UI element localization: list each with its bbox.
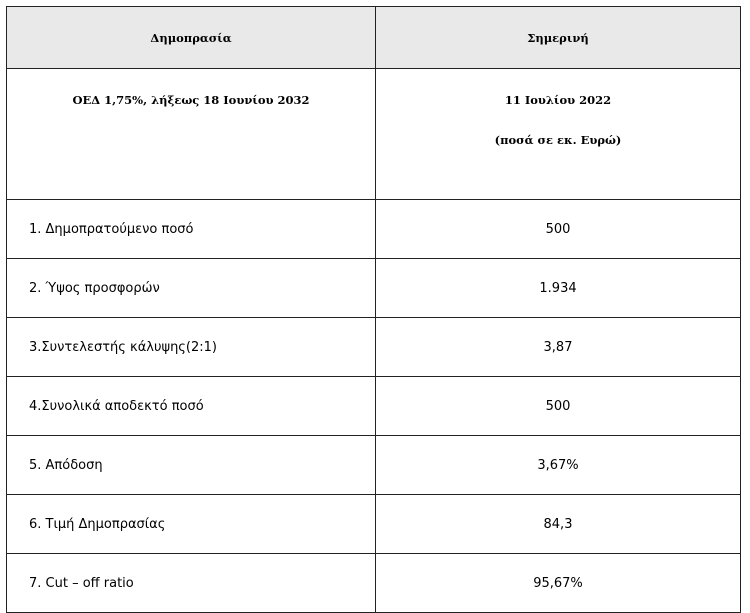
table-subheader-row — [7, 69, 741, 200]
row-label: 6. Τιμή Δημοπρασίας — [7, 495, 376, 554]
table-row — [7, 200, 741, 259]
amount-unit-note: (ποσά σε εκ. Ευρώ) — [494, 133, 622, 147]
row-label: 2. Ύψος προσφορών — [7, 259, 376, 318]
row-label: 4.Συνολικά αποδεκτό ποσό — [7, 377, 376, 436]
bond-description: ΟΕΔ 1,75%, λήξεως 18 Ιουνίου 2032 — [7, 69, 376, 200]
row-value: 95,67% — [376, 554, 741, 613]
row-label: 3.Συντελεστής κάλυψης(2:1) — [7, 318, 376, 377]
row-value: 84,3 — [376, 495, 741, 554]
auction-date-cell — [376, 69, 741, 200]
auction-date: 11 Ιουλίου 2022 — [504, 93, 612, 107]
table-row — [7, 377, 741, 436]
row-value: 1.934 — [376, 259, 741, 318]
header-today: Σημερινή — [376, 7, 741, 69]
row-label: 7. Cut – off ratio — [7, 554, 376, 613]
row-label: 1. Δημοπρατούμενο ποσό — [7, 200, 376, 259]
table-row — [7, 495, 741, 554]
table-row — [7, 554, 741, 613]
row-label: 5. Απόδοση — [7, 436, 376, 495]
row-value: 500 — [376, 377, 741, 436]
table-header-row — [7, 7, 741, 69]
row-value: 500 — [376, 200, 741, 259]
row-value: 3,87 — [376, 318, 741, 377]
row-value: 3,67% — [376, 436, 741, 495]
auction-results-table — [6, 6, 741, 613]
header-auction: Δημοπρασία — [7, 7, 376, 69]
table-row — [7, 436, 741, 495]
table-row — [7, 318, 741, 377]
table-row — [7, 259, 741, 318]
